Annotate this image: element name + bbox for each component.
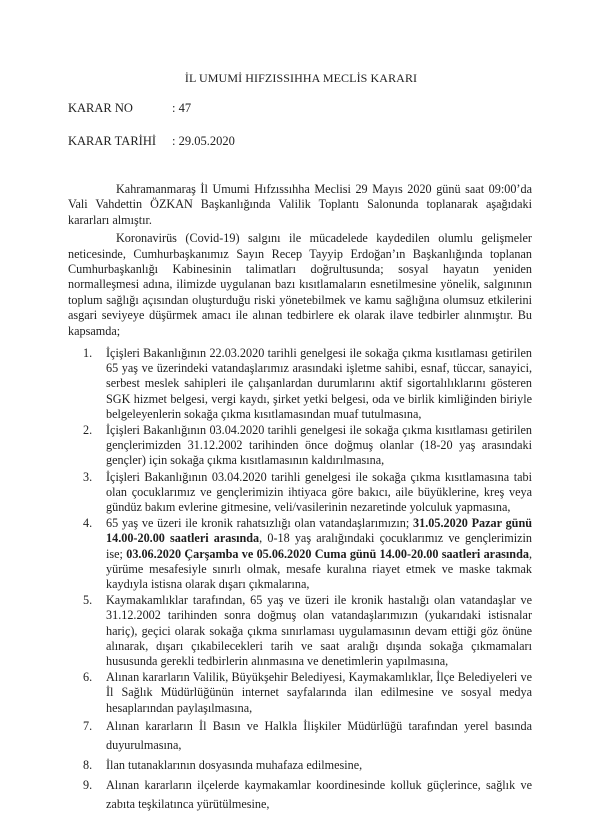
decision-number-value: : 47 bbox=[172, 101, 192, 115]
item-number: 7. bbox=[83, 718, 93, 733]
item-number: 4. bbox=[83, 516, 93, 531]
decision-item bbox=[83, 756, 532, 775]
item-text-part: , yürüme mesafesiyle sınırlı olmak, mesafe kuralına riayet etmek ve maske takmak kaydıyla istisna olarak dışarı çıkmalarına, bbox=[106, 546, 532, 592]
item-text bbox=[106, 516, 532, 591]
item-text: İçişleri Bakanlığının 03.04.2020 tarihli genelgesi ile sokağa çıkma kısıtlamasına tabi olan çocuklarımız ve gençlerimizin ihtiyaca göre bakıcı, aile büyüklerine, kreş veya gündüz bakım evlerine gitmesine, veli/vasilerinin nezaretinde yolculuk yapmasına, bbox=[106, 469, 532, 515]
item-text-bold-part: 03.06.2020 Çarşamba ve 05.06.2020 Cuma günü 14.00-20.00 saatleri arasında bbox=[126, 546, 529, 561]
item-number: 2. bbox=[83, 423, 93, 438]
context-paragraph: Koronavirüs (Covid-19) salgını ile mücadelede kaydedilen olumlu gelişmeler neticesinde, Cumhurbaşkanımız Sayın Recep Tayyip Erdoğan’ın Başkanlığında toplanan Cumhurbaşkanlığı Kabinesinin talimatları doğrultusunda; sosyal hayatın yeniden normalleşmesi adına, ilimizde uygulanan bazı kısıtlamaların esnetilmesine yönelik, salgınının toplum sağlığı açısından oluşturduğu riski yönetebilmek ve kamu sağlığına olumsuz etkilerini asgari seviyeye düşürmek amacı ile alınan tedbirlere ek olarak ilave tedbirler alınmıştır. Bu kapsamda; bbox=[68, 231, 532, 338]
item-number: 1. bbox=[83, 346, 93, 360]
decision-item bbox=[83, 670, 532, 716]
item-number: 6. bbox=[83, 670, 93, 685]
intro-paragraph: Kahramanmaraş İl Umumi Hıfzıssıhha Meclisi 29 Mayıs 2020 günü saat 09:00’da Vali Vahdettin ÖZKAN Başkanlığında Valilik Toplantı Salonunda toplanarak aşağıdaki kararları almıştır. bbox=[68, 182, 532, 227]
item-number: 8. bbox=[83, 757, 93, 772]
item-text: İçişleri Bakanlığının 03.04.2020 tarihli genelgesi ile sokağa çıkma kısıtlaması getirilen gençlerimizden 31.12.2002 tarihinden önce doğmuş olanlar (18-20 yaş arasındaki gençler) için sokağa çıkma kısıtlamasının kaldırılmasına, bbox=[106, 423, 532, 468]
decision-number-row bbox=[68, 101, 191, 116]
decision-item bbox=[83, 346, 532, 422]
item-text: Alınan kararların İl Basın ve Halkla İlişkiler Müdürlüğü tarafından yerel basında duyurulmasına, bbox=[106, 718, 532, 752]
decision-number-label: KARAR NO bbox=[68, 101, 133, 115]
decision-item bbox=[83, 593, 532, 669]
decision-item bbox=[83, 776, 532, 814]
item-text: İçişleri Bakanlığının 22.03.2020 tarihli genelgesi ile sokağa çıkma kısıtlaması getirilen 65 yaş ve üzerindeki vatandaşlarımız arasındaki işletme sahibi, esnaf, tüccar, sanayici, serbest meslek sahipleri ile çalışanlardan durumlarını aktif sigortalılıklarını gösteren SGK hizmet belgesi, vergi kaydı, şirket yetki belgesi, oda ve birlik kimliğinden biriyle belgeleyenlerin sokağa çıkma kısıtlamasından muaf tutulmasına, bbox=[106, 346, 532, 421]
decision-item bbox=[83, 717, 532, 755]
item-text: İlan tutanaklarının dosyasında muhafaza edilmesine, bbox=[106, 757, 363, 772]
document-body bbox=[68, 182, 532, 339]
item-number: 5. bbox=[83, 593, 93, 608]
item-text-part: , 0-18 yaş aralığındaki çocuklarımız ve gençlerimizin ise; bbox=[106, 531, 532, 561]
item-number: 3. bbox=[83, 469, 93, 484]
decision-item bbox=[83, 516, 532, 592]
item-text-part: 65 yaş ve üzeri ile kronik rahatsızlığı olan vatandaşlarımızın; bbox=[106, 516, 414, 531]
item-text-bold-part: 31.05.2020 Pazar günü 14.00-20.00 saatleri arasında bbox=[106, 516, 532, 546]
item-text: Alınan kararların ilçelerde kaymakamlar koordinesinde kolluk güçlerince, sağlık ve zabıta teşkilatınca yürütülmesine, bbox=[106, 777, 532, 811]
document-title: İL UMUMİ HIFZISSIHHA MECLİS KARARI bbox=[184, 71, 418, 85]
decision-date-value: : 29.05.2020 bbox=[172, 134, 235, 148]
item-number: 9. bbox=[83, 777, 93, 792]
item-text: Kaymakamlıklar tarafından, 65 yaş ve üzeri ile kronik hastalığı olan vatandaşlar ve 31.12.2002 tarihinden sonra doğmuş olan vatandaşlarımızın (yukarıdaki istisnalar hariç), geçici olarak sokağa çıkma sınırlaması uygulamasının devam ettiği göz önüne alınarak, dışarı çıkabilecekleri tarih ve saat aralığı dışında sokağa çıkmamaları hususunda gerekli tedbirlerin alınmasına ve denetimlerin yapılmasına, bbox=[106, 593, 532, 669]
decision-item bbox=[83, 423, 532, 469]
decision-list bbox=[83, 346, 532, 815]
decision-date-row bbox=[68, 134, 235, 149]
item-text: Alınan kararların Valilik, Büyükşehir Belediyesi, Kaymakamlıklar, İlçe Belediyeleri ve İl Sağlık Müdürlüğünün internet sayfalarında ilan edilmesine ve sosyal medya hesaplarından paylaşılmasına, bbox=[106, 670, 532, 715]
decision-item bbox=[83, 470, 532, 516]
decision-date-label: KARAR TARİHİ bbox=[68, 134, 157, 148]
